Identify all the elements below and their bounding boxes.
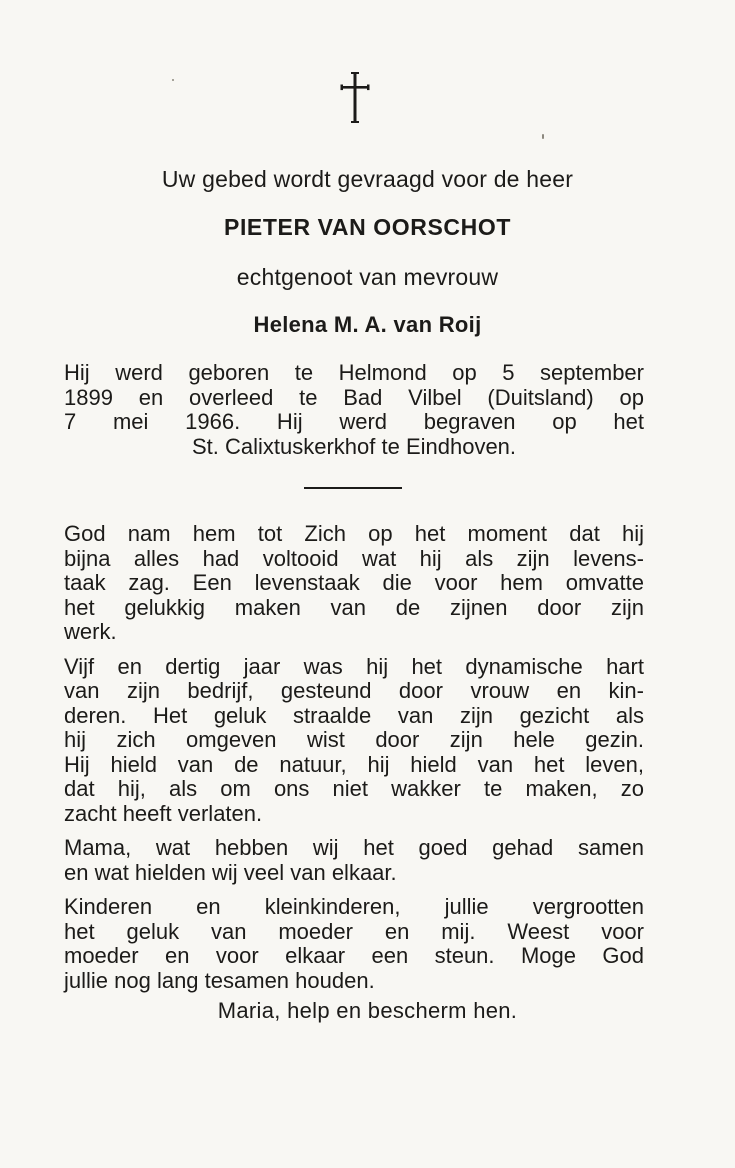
text-line: Hij hield van de natuur, hij hield van het leven, <box>64 751 644 777</box>
text-line: het gelukkig maken van de zijnen door zijn <box>64 594 644 620</box>
text-line: bijna alles had voltooid wat hij als zijn levens- <box>64 545 644 571</box>
paragraph <box>64 655 644 827</box>
text-line: het geluk van moeder en mij. Weest voor <box>64 918 644 944</box>
paper-speck <box>172 79 174 81</box>
text-line: zacht heeft verlaten. <box>64 800 263 826</box>
text-line: hij zich omgeven wist door zijn hele gezin. <box>64 727 644 752</box>
bio-line: Hij werd geboren te Helmond op 5 september <box>64 360 644 385</box>
paper-speck <box>542 134 544 139</box>
bio-line: 1899 en overleed te Bad Vilbel (Duitsland) op <box>64 384 644 410</box>
text-line: werk. <box>64 619 117 644</box>
text-line: en wat hielden wij veel van elkaar. <box>64 859 397 885</box>
deceased-name: PIETER VAN OORSCHOT <box>224 214 511 240</box>
biography <box>64 361 644 459</box>
text-line: Mama, wat hebben wij het goed gehad samen <box>64 835 644 860</box>
text-line: jullie nog lang tesamen houden. <box>64 967 375 993</box>
text-line: Vijf en dertig jaar was hij het dynamische hart <box>64 653 644 679</box>
spouse-intro: echtgenoot van mevrouw <box>236 264 499 290</box>
text-line: van zijn bedrijf, gesteund door vrouw en kin- <box>64 678 644 703</box>
bio-line: St. Calixtuskerkhof te Eindhoven. <box>191 433 517 459</box>
text-line: taak zag. Een levenstaak die voor hem omvatte <box>64 570 644 595</box>
cross-icon <box>340 72 370 124</box>
prayer-request: Uw gebed wordt gevraagd voor de heer <box>161 166 574 192</box>
text-line: deren. Het geluk straalde van zijn gezicht als <box>64 702 644 728</box>
closing-prayer: Maria, help en bescherm hen. <box>217 998 518 1023</box>
memorial-text <box>64 522 644 1003</box>
text-line: Kinderen en kleinkinderen, jullie vergrootten <box>64 894 644 919</box>
paragraph <box>64 522 644 645</box>
paragraph <box>64 836 644 885</box>
text-line: moeder en voor elkaar een steun. Moge God <box>64 943 644 968</box>
divider <box>304 487 402 489</box>
text-line: God nam hem tot Zich op het moment dat hij <box>64 521 644 546</box>
spouse-name: Helena M. A. van Roij <box>253 312 482 337</box>
bio-line: 7 mei 1966. Hij werd begraven op het <box>64 409 644 434</box>
text-line: dat hij, als om ons niet wakker te maken, zo <box>64 776 644 801</box>
paragraph <box>64 895 644 993</box>
